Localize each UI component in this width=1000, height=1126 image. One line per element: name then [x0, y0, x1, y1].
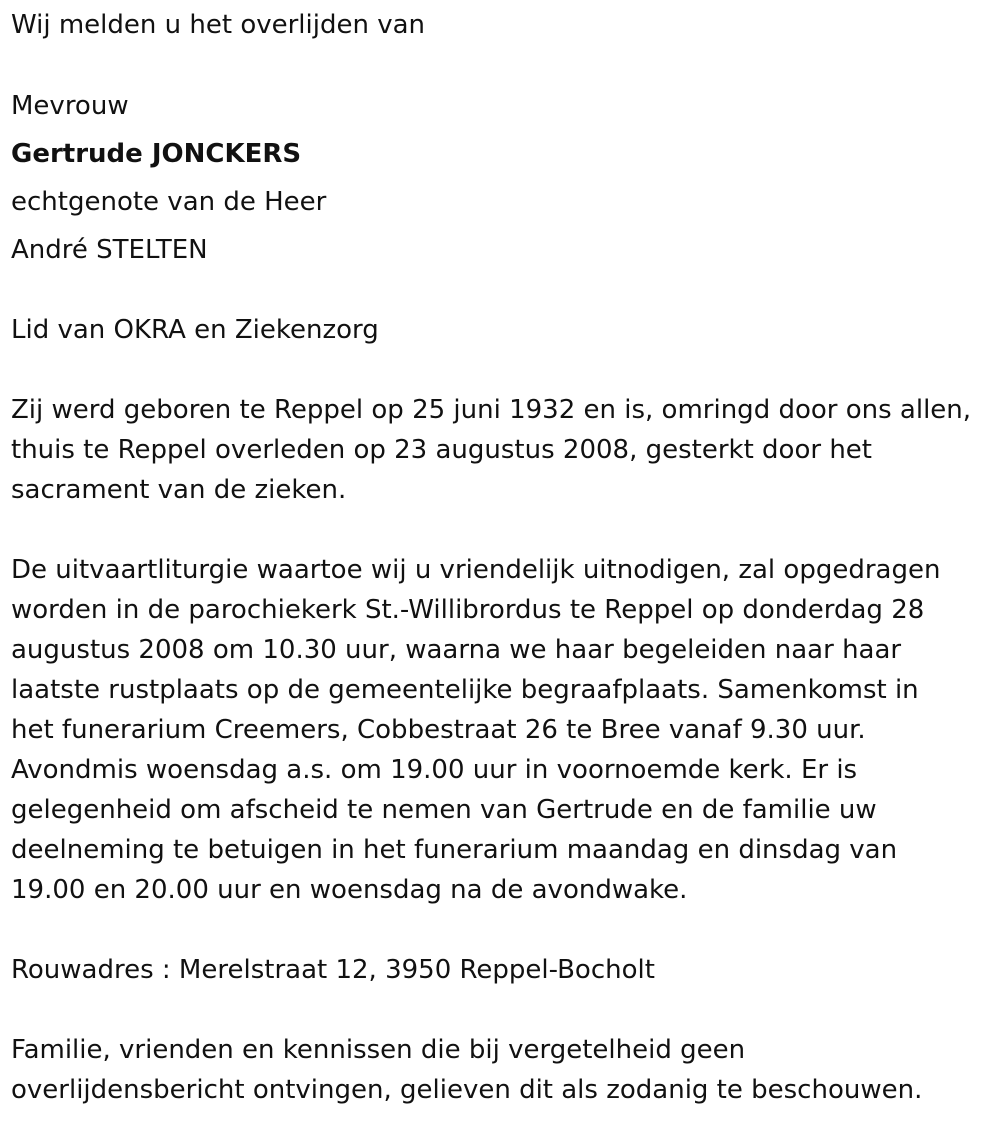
funeral-paragraph-line: het funerarium Creemers, Cobbestraat 26 te Bree vanaf 9.30 uur. [11, 715, 866, 745]
deceased-name: Gertrude JONCKERS [11, 139, 302, 169]
title-text: Mevrouw [11, 91, 129, 121]
closing-paragraph-line: overlijdensbericht ontvingen, gelieven dit als zodanig te beschouwen. [11, 1075, 923, 1105]
birth-paragraph-line: thuis te Reppel overleden op 23 augustus 2008, gesterkt door het [11, 435, 872, 465]
funeral-paragraph-line: Avondmis woensdag a.s. om 19.00 uur in voornoemde kerk. Er is [11, 755, 858, 785]
funeral-paragraph-line: augustus 2008 om 10.30 uur, waarna we haar begeleiden naar haar [11, 635, 902, 665]
mourning-address: Rouwadres : Merelstraat 12, 3950 Reppel-Bocholt [11, 955, 655, 985]
intro-text: Wij melden u het overlijden van [11, 10, 426, 40]
funeral-paragraph-line: deelneming te betuigen in het funerarium maandag en dinsdag van [11, 835, 898, 865]
funeral-paragraph-line: gelegenheid om afscheid te nemen van Gertrude en de familie uw [11, 795, 877, 825]
membership-text: Lid van OKRA en Ziekenzorg [11, 315, 379, 345]
funeral-paragraph-line: De uitvaartliturgie waartoe wij u vriendelijk uitnodigen, zal opgedragen [11, 555, 941, 585]
spouse-line-1: echtgenote van de Heer [11, 187, 327, 217]
funeral-paragraph-line: 19.00 en 20.00 uur en woensdag na de avondwake. [11, 875, 688, 905]
spouse-line-2: André STELTEN [11, 235, 208, 265]
birth-paragraph-line: sacrament van de zieken. [11, 475, 347, 505]
closing-paragraph-line: Familie, vrienden en kennissen die bij vergetelheid geen [11, 1035, 746, 1065]
funeral-paragraph-line: worden in de parochiekerk St.-Willibrordus te Reppel op donderdag 28 [11, 595, 925, 625]
birth-paragraph-line: Zij werd geboren te Reppel op 25 juni 1932 en is, omringd door ons allen, [11, 395, 972, 425]
funeral-paragraph-line: laatste rustplaats op de gemeentelijke begraafplaats. Samenkomst in [11, 675, 919, 705]
